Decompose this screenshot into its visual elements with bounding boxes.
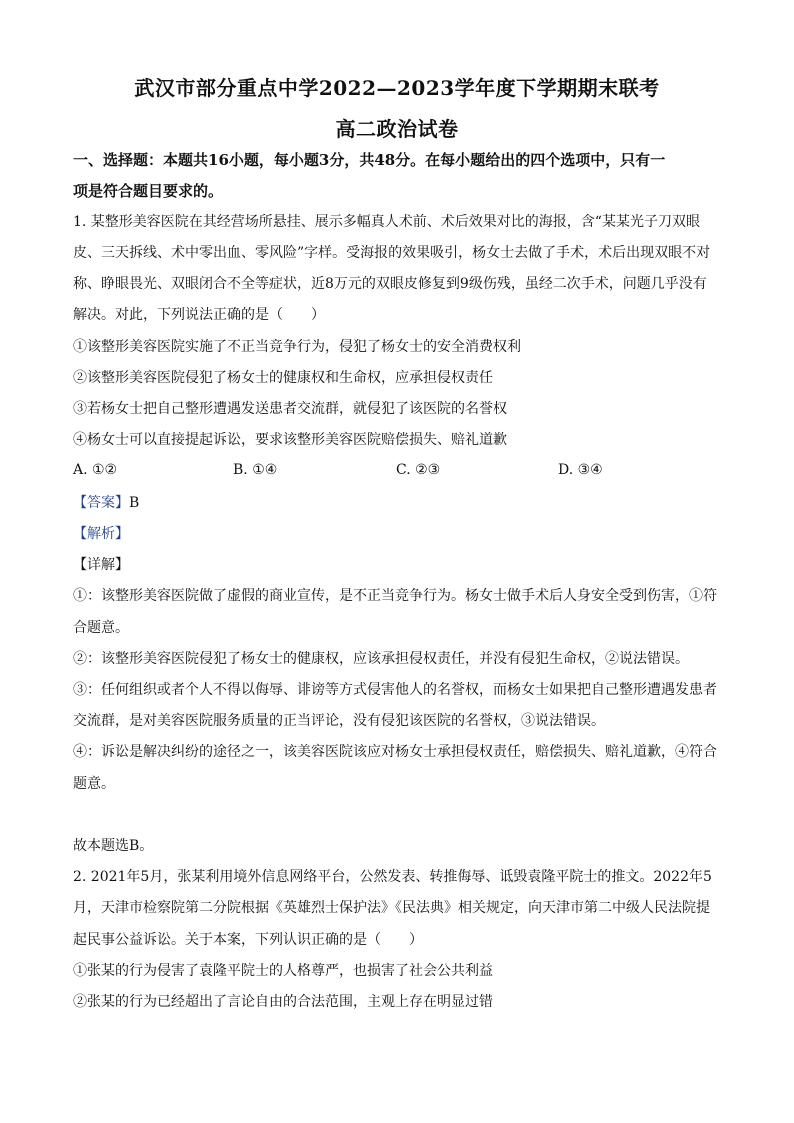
section-heading-line-1: 一、选择题：本题共16小题，每小题3分，共48分。在每小题给出的四个选项中，只有一 [73,151,666,169]
q1-item-1: ①该整形美容医院实施了不正当竞争行为，侵犯了杨女士的安全消费权利 [73,339,521,355]
q1-detail-line-2: 合题意。 [73,620,129,636]
q2-stem-line-1: 2. 2021年5月，张某利用境外信息网络平台，公然发表、转推侮辱、诋毁袁隆平院士的推文。2022年5 [73,869,712,885]
q1-option-c: C. ②③ [396,462,441,478]
q1-answer-line [73,494,733,512]
exam-subtitle: 高二政治试卷 [335,117,459,141]
q1-option-d: D. ③④ [558,462,603,478]
q1-item-3: ③若杨女士把自己整形遭遇发送患者交流群，就侵犯了该医院的名誉权 [73,401,507,417]
q1-detail-line-7: 题意。 [73,776,115,792]
q1-item-4: ④杨女士可以直接提起诉讼，要求该整形美容医院赔偿损失、赔礼道歉 [73,432,507,448]
q1-conclusion: 故本题选B。 [73,838,154,854]
q1-detail-line-4: ③：任何组织或者个人不得以侮辱、诽谤等方式侵害他人的名誉权，而杨女士如果把自己整形遭遇发患者 [73,682,717,698]
q1-option-b: B. ①④ [233,462,278,478]
q1-item-2: ②该整形美容医院侵犯了杨女士的健康权和生命权，应承担侵权责任 [73,370,493,386]
analysis-tag: 【解析】 [73,526,129,542]
q1-stem-line-1: 1. 某整形美容医院在其经营场所悬挂、展示多幅真人术前、术后效果对比的海报，含“某某光子刀双眼 [73,214,700,230]
detail-tag: 【详解】 [73,557,129,573]
exam-title: 武汉市部分重点中学2022—2023学年度下学期期末联考 [134,76,660,100]
q2-stem-line-3: 起民事公益诉讼。关于本案，下列认识正确的是（ ） [73,932,423,948]
q1-option-a: A. ①② [73,462,118,478]
q2-item-1: ①张某的行为侵害了袁隆平院士的人格尊严，也损害了社会公共利益 [73,963,493,979]
answer-value: B [129,495,140,511]
q1-detail-line-3: ②：该整形美容医院侵犯了杨女士的健康权，应该承担侵权责任，并没有侵犯生命权，②说法错误。 [73,651,689,667]
q1-stem-line-3: 称、睁眼畏光、双眼闭合不全等症状，近8万元的双眼皮修复到9级伤残，虽经二次手术，问题几乎没有 [73,276,707,292]
q2-stem-line-2: 月，天津市检察院第二分院根据《英雄烈士保护法》《民法典》相关规定，向天津市第二中级人民法院提 [73,900,710,916]
q1-detail-line-5: 交流群，是对美容医院服务质量的正当评论，没有侵犯该医院的名誉权，③说法错误。 [73,713,605,729]
answer-tag: 【答案】 [73,495,129,511]
q1-detail-line-1: ①：该整形美容医院做了虚假的商业宣传，是不正当竞争行为。杨女士做手术后人身安全受到伤害，①符 [73,588,717,604]
q1-stem-line-2: 皮、三天拆线、术中零出血、零风险”字样。受海报的效果吸引，杨女士去做了手术，术后出现双眼不对 [73,245,711,261]
q1-detail-line-6: ④：诉讼是解决纠纷的途径之一，该美容医院该应对杨女士承担侵权责任，赔偿损失、赔礼道歉，④符合 [73,744,717,760]
section-heading-line-2: 项是符合题目要求的。 [73,182,224,200]
q1-stem-line-4: 解决。对此，下列说法正确的是（ ） [73,307,325,323]
q2-item-2: ②张某的行为已经超出了言论自由的合法范围，主观上存在明显过错 [73,994,493,1010]
